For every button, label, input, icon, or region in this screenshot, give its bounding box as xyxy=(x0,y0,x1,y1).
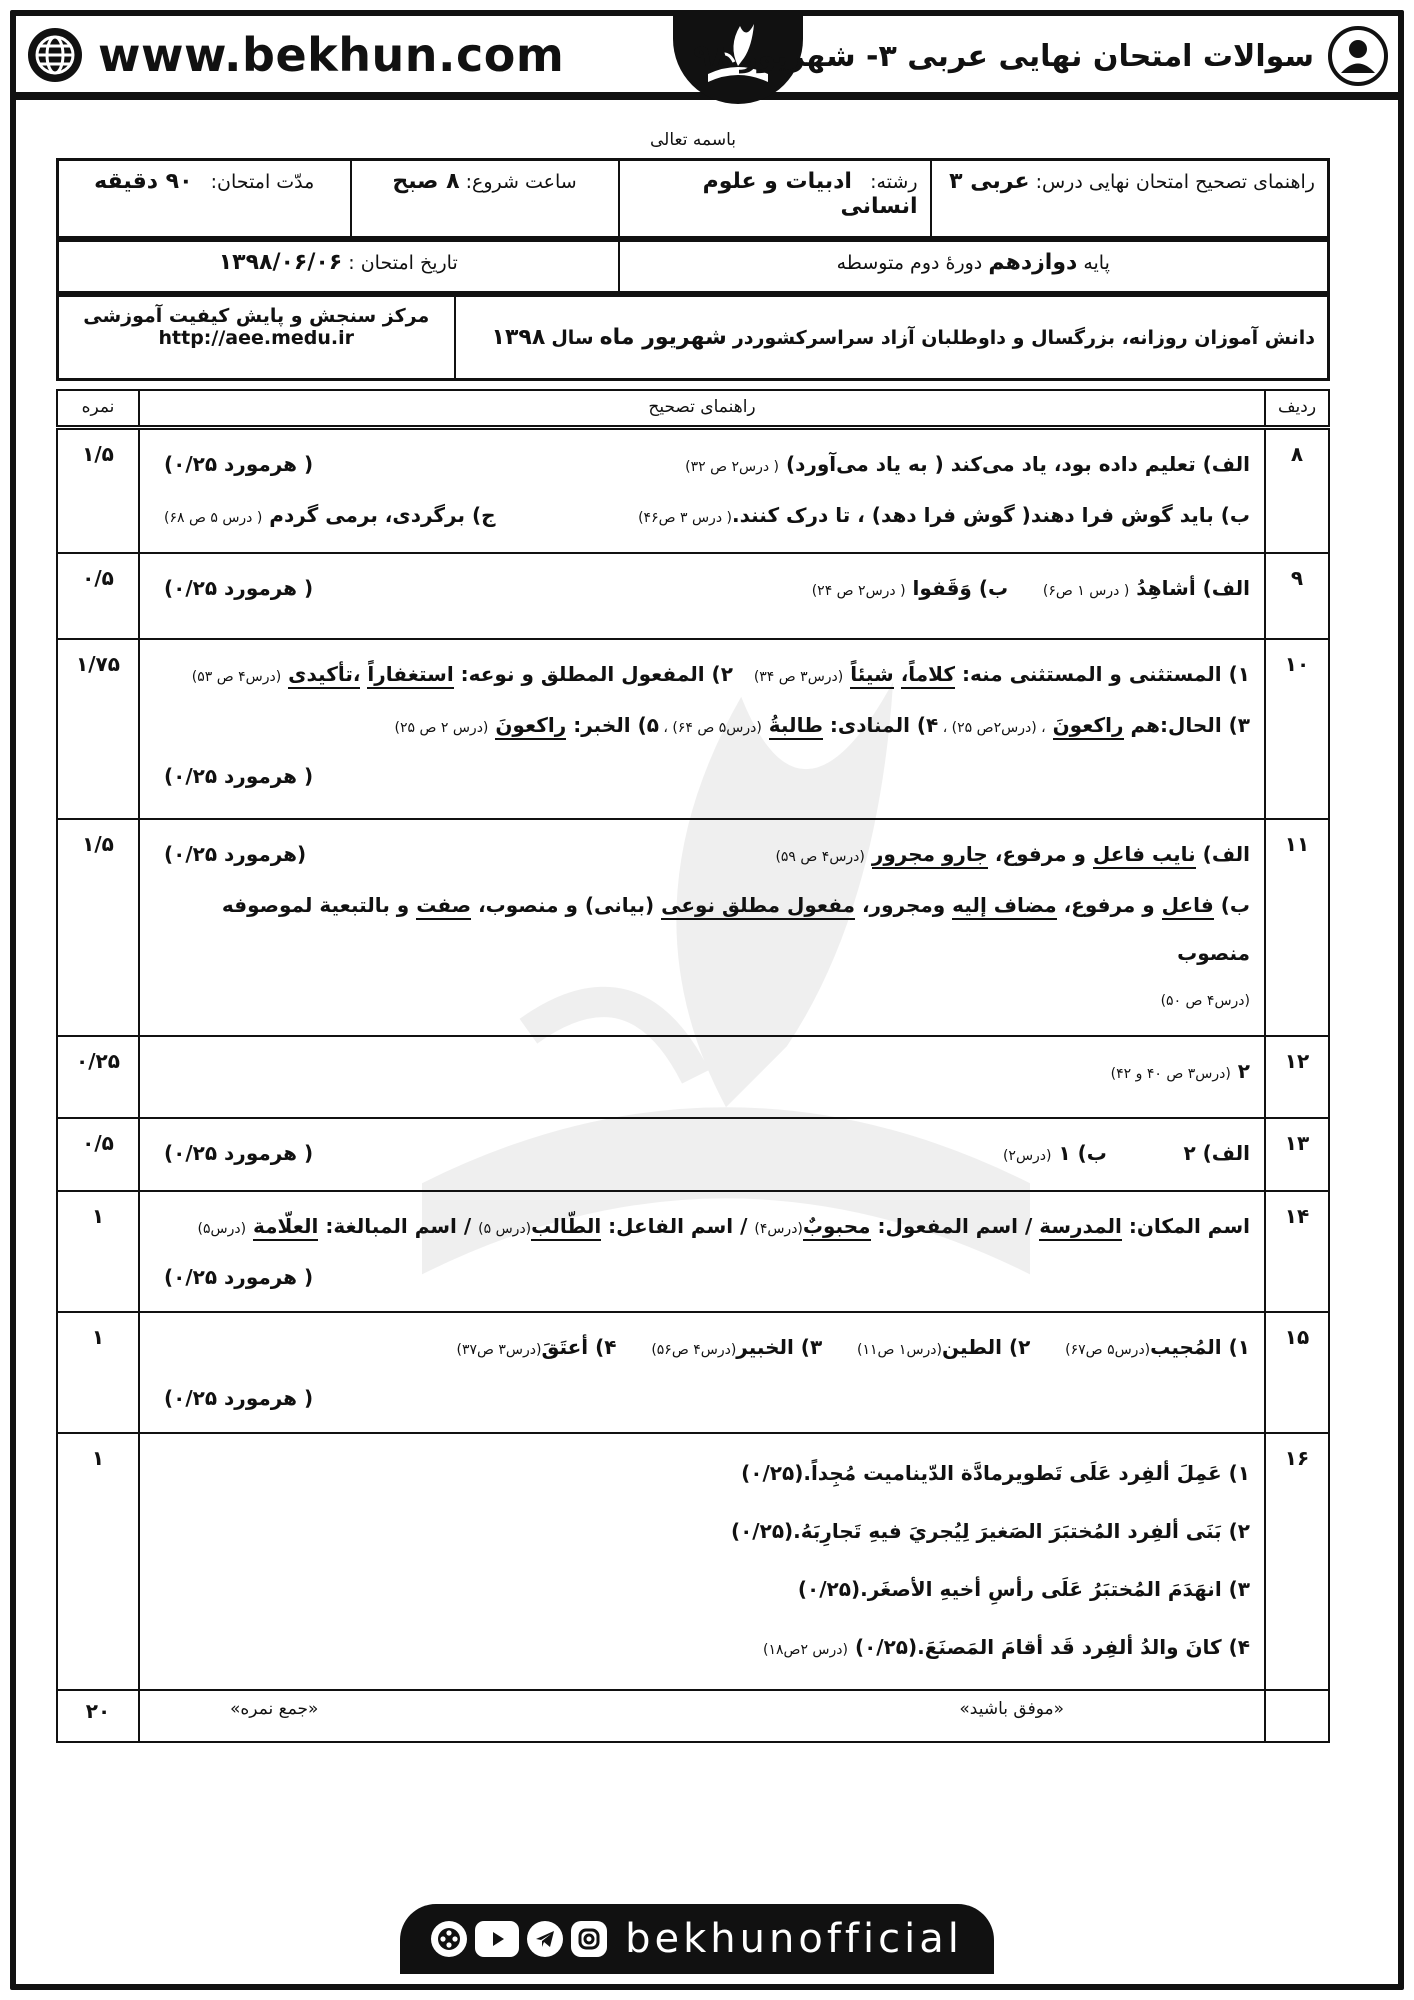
answer-row-13: ۱۳ الف) ۲ ب) ۱ (درس۲) ( هرمورد ۰/۲۵) ۰/۵ xyxy=(57,1118,1329,1191)
telegram-icon[interactable] xyxy=(527,1921,563,1957)
duration-cell: مدّت امتحان: ۹۰ دقیقه xyxy=(58,160,351,238)
answer-row-12: ۱۲ ۲ (درس۳ ص ۴۰ و ۴۲) ۰/۲۵ xyxy=(57,1036,1329,1118)
grade-cell: پایه دوازدهم دورهٔ دوم متوسطه xyxy=(619,241,1329,293)
center-name: مرکز سنجش و پایش کیفیت آموزشی xyxy=(83,305,430,327)
duration: ۹۰ دقیقه xyxy=(94,169,193,194)
exam-info-table-3 xyxy=(56,294,1330,381)
field: ادبیات و علوم انسانی xyxy=(702,169,918,219)
answer-row-10: ۱۰ ۱) المستثنی و المستثنی منه: کلاماً، شیئاً (درس۳ ص ۳۴) ۲) المفعول المطلق و نوعه: استغفاراً ،تأکیدی (درس۴ ص ۵۳) ۳) الحال:هم راکعونَ ، (درس۲ص ۲۵) ، ۴) المنادی: طالبةُ (درس۵ ص ۶۴) ، ۵) الخبر: راکعونَ (درس ۲ ص ۲۵) ( هرمورد ۰/۲۵) ۱/۷۵ xyxy=(57,639,1329,819)
center-cell xyxy=(58,296,455,380)
site-brand[interactable] xyxy=(26,26,564,84)
answer-row-14: ۱۴ اسم المکان: المدرسة / اسم المفعول: محبوبٌ(درس۴) / اسم الفاعل: الطّالب(درس ۵) / اسم المبالغة: العلّامة (درس۵) ( هرمورد ۰/۲۵) ۱ xyxy=(57,1191,1329,1312)
field-cell: رشته: ادبیات و علوم انسانی xyxy=(619,160,931,238)
center-url[interactable]: http://aee.medu.ir xyxy=(158,327,354,349)
subject-cell: راهنمای تصحیح امتحان نهایی درس: عربی ۳ xyxy=(931,160,1329,238)
user-icon xyxy=(1328,26,1388,86)
aparat-icon[interactable] xyxy=(431,1921,467,1957)
social-handle[interactable]: bekhunofficial xyxy=(625,1916,963,1962)
answer-row-15: ۱۵ ۱) المُجیب(درس۵ ص۶۷) ۲) الطین(درس۱ ص۱۱) ۳) الخبیر(درس۴ ص۵۶) ۴) أعتَقَ(درس۳ ص۳۷) ( هرمورد ۰/۲۵) ۱ xyxy=(57,1312,1329,1433)
social-footer xyxy=(400,1904,994,1974)
exam-info-table xyxy=(56,158,1330,239)
answer-sheet xyxy=(56,130,1330,1743)
date-cell: تاریخ امتحان : ۱۳۹۸/۰۶/۰۶ xyxy=(58,241,619,293)
exam-info-table-2 xyxy=(56,239,1330,294)
globe-icon xyxy=(26,26,84,84)
answer-row-8: ۸ الف) تعلیم داده بود، یاد می‌کند ( به یاد می‌آورد) ( درس۲ ص ۳۲) ( هرمورد ۰/۲۵) ب) باید گوش فرا دهند( گوش فرا دهد) ، تا درک کنند.( درس ۳ ص۴۶) ج) برگردی، برمی گردم ( درس ۵ ص ۶۸) ۱/۵ xyxy=(57,428,1329,554)
instagram-icon[interactable] xyxy=(571,1921,607,1957)
subject: عربی ۳ xyxy=(949,169,1030,194)
exam-title xyxy=(693,26,1388,86)
answer-row-9: ۹ الف) أشاهِدُ ( درس ۱ ص۶) ب) وَقَفوا ( درس۲ ص ۲۴) ( هرمورد ۰/۲۵) ۰/۵ xyxy=(57,553,1329,639)
basmala: باسمه تعالی xyxy=(650,130,736,150)
exam-title-text: سوالات امتحان نهایی عربی ۳- شهریور ۹۸ xyxy=(693,38,1314,74)
answer-row-11: ۱۱ الف) نایب فاعل و مرفوع، جارو مجرور (درس۴ ص ۵۹) (هرمورد ۰/۲۵) ب) فاعل و مرفوع، مضاف إلیه ومجرور، مفعول مطلق نوعی (بیانی) و منصوب، صفت و بالتبعیة لموصوفه منصوب (درس۴ ص ۵۰) ۱/۵ xyxy=(57,819,1329,1036)
start-time-cell: ساعت شروع: ۸ صبح xyxy=(351,160,619,238)
table-header: ردیف راهنمای تصحیح نمره xyxy=(57,390,1329,428)
total-row: «موفق باشید» «جمع نمره» ۲۰ xyxy=(57,1690,1329,1742)
start-time: ۸ صبح xyxy=(392,169,460,194)
answers-table xyxy=(56,389,1330,1743)
exam-date: ۱۳۹۸/۰۶/۰۶ xyxy=(218,250,343,275)
youtube-icon[interactable] xyxy=(475,1921,519,1957)
top-banner xyxy=(16,16,1398,100)
students-cell: دانش آموزان روزانه، بزرگسال و داوطلبان آزاد سراسرکشوردر شهریور ماه سال ۱۳۹۸ xyxy=(455,296,1329,380)
site-url[interactable]: www.bekhun.com xyxy=(98,28,565,82)
answer-row-16: ۱۶ ۱) عَمِلَ ألفِرد عَلَی تَطویرمادَّة الدّینامیت مُجِداً.(۰/۲۵) ۲) بَنَی ألفِرد المُختبَرَ الصَغیرَ لِیُجريَ فیهِ تَجارِبَهُ.(۰/۲۵) ۳) انهَدَمَ المُختبَرُ عَلَی رأسِ أخیهِ الأصغَر.(۰/۲۵) ۴) کانَ والدُ ألفِرد قَد أقامَ المَصنَعَ.(۰/۲۵) (درس ۲ص۱۸) ۱ xyxy=(57,1433,1329,1690)
